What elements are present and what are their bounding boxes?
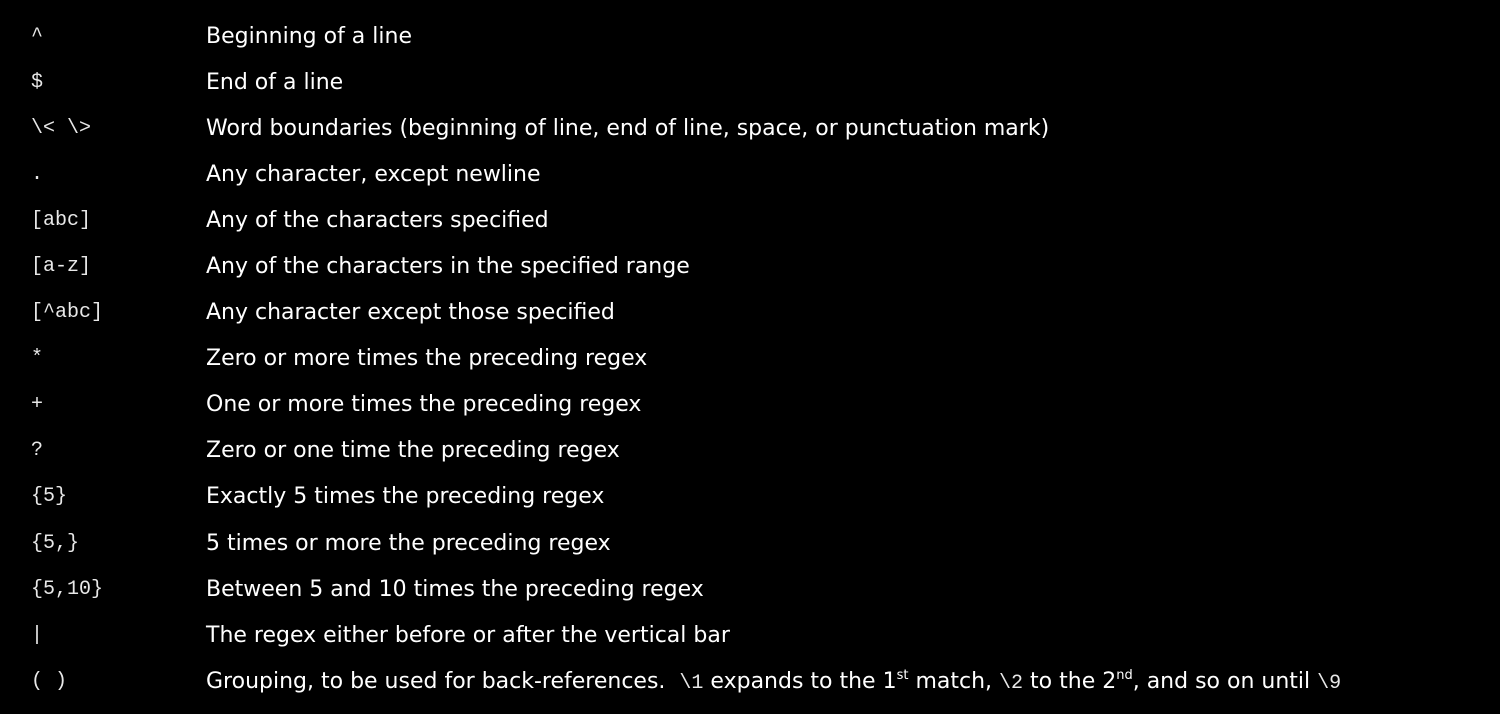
table-row — [0, 567, 1500, 613]
regex-symbol: [^abc] — [31, 301, 104, 324]
regex-symbol: | — [31, 624, 44, 647]
regex-symbol: {5,10} — [31, 578, 104, 601]
regex-symbol: ^ — [31, 25, 44, 48]
regex-description: Between 5 and 10 times the preceding regex — [206, 577, 704, 602]
ordinal-suffix: st — [896, 668, 909, 683]
table-row — [0, 659, 1500, 705]
table-row — [0, 198, 1500, 244]
regex-symbol: $ — [31, 71, 44, 94]
backref-code: \1 — [679, 672, 704, 695]
backref-code: \2 — [999, 672, 1024, 695]
table-row — [0, 244, 1500, 290]
regex-description: Zero or one time the preceding regex — [206, 438, 620, 463]
backref-code: \9 — [1317, 672, 1342, 695]
regex-description: 5 times or more the preceding regex — [206, 531, 611, 556]
table-row — [0, 613, 1500, 659]
table-row — [0, 382, 1500, 428]
grouping-text: , and so on until — [1132, 669, 1318, 694]
regex-description: Any of the characters in the specified range — [206, 254, 690, 279]
grouping-text: match, — [908, 669, 1000, 694]
table-row — [0, 152, 1500, 198]
table-row — [0, 290, 1500, 336]
regex-symbol: [abc] — [31, 209, 92, 232]
regex-symbol: ? — [31, 439, 44, 462]
regex-description: Exactly 5 times the preceding regex — [206, 484, 605, 509]
table-row — [0, 428, 1500, 474]
regex-symbol: ( ) — [31, 670, 68, 693]
regex-symbol: [a-z] — [31, 255, 92, 278]
table-row — [0, 521, 1500, 567]
grouping-text: expands to the 1 — [703, 669, 897, 694]
table-row — [0, 336, 1500, 382]
table-row — [0, 60, 1500, 106]
regex-symbol: + — [31, 393, 44, 416]
regex-description: End of a line — [206, 70, 344, 95]
grouping-text: to the 2 — [1023, 669, 1117, 694]
ordinal-suffix: nd — [1116, 668, 1133, 683]
regex-description — [206, 659, 1341, 705]
regex-description: One or more times the preceding regex — [206, 392, 642, 417]
table-row — [0, 474, 1500, 520]
regex-description: Any character, except newline — [206, 162, 541, 187]
regex-description: Any of the characters specified — [206, 208, 549, 233]
regex-symbol: {5} — [31, 485, 68, 508]
regex-description: The regex either before or after the vertical bar — [206, 623, 730, 648]
regex-symbol: * — [31, 347, 44, 370]
regex-description: Beginning of a line — [206, 24, 412, 49]
table-row — [0, 14, 1500, 60]
grouping-text: Grouping, to be used for back-references. — [206, 669, 680, 694]
regex-symbol: {5,} — [31, 532, 80, 555]
table-row — [0, 106, 1500, 152]
regex-description: Zero or more times the preceding regex — [206, 346, 648, 371]
regex-symbol: \< \> — [31, 117, 92, 140]
regex-symbol: . — [31, 163, 44, 186]
regex-description: Word boundaries (beginning of line, end of line, space, or punctuation mark) — [206, 116, 1050, 141]
regex-description: Any character except those specified — [206, 300, 615, 325]
